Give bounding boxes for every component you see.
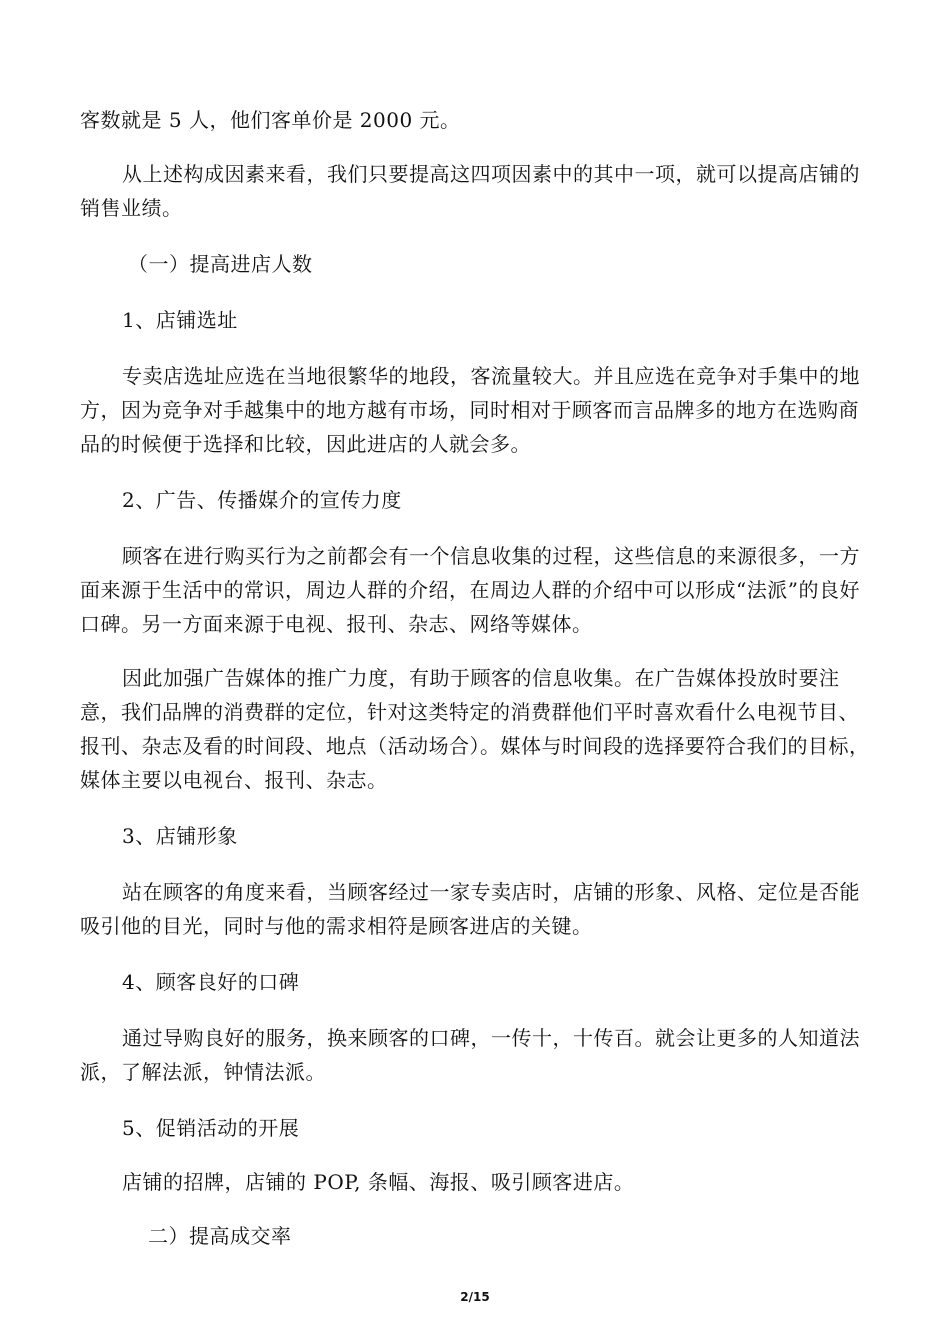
paragraph-customer-count: 客数就是 5 人，他们客单价是 2000 元。 [80,108,461,132]
paragraph-advertising-strategy: 因此加强广告媒体的推广力度，有助于顾客的信息收集。在广告媒体投放时要注意，我们品牌的消费群的定位，针对这类特定的消费群他们平时喜欢看什么电视节目、报刊、杂志及看的时间段、地点（活动场合）。媒体与时间段的选择要符合我们的目标，媒体主要以电视台、报刊、杂志。 [80,666,870,792]
section-heading-conversion-rate: 二）提高成交率 [148,1224,292,1248]
paragraph-word-of-mouth: 通过导购良好的服务，换来顾客的口碑，一传十，十传百。就会让更多的人知道法派，了解法派，钟情法派。 [80,1026,860,1084]
paragraph-information-collection: 顾客在进行购买行为之前都会有一个信息收集的过程，这些信息的来源很多，一方面来源于生活中的常识，周边人群的介绍，在周边人群的介绍中可以形成“法派”的良好口碑。另一方面来源于电视、报刊、杂志、网络等媒体。 [80,544,860,636]
paragraph-factors-summary: 从上述构成因素来看，我们只要提高这四项因素中的其中一项，就可以提高店铺的销售业绩。 [80,162,860,220]
subheading-advertising-media: 2、广告、传播媒介的宣传力度 [122,488,402,512]
subheading-store-image: 3、店铺形象 [122,824,238,848]
subheading-store-location: 1、店铺选址 [122,308,238,332]
subheading-word-of-mouth: 4、顾客良好的口碑 [122,970,300,994]
subheading-promotions: 5、促销活动的开展 [122,1116,300,1140]
paragraph-promotions: 店铺的招牌，店铺的 POP, 条幅、海报、吸引顾客进店。 [122,1170,635,1194]
paragraph-store-image: 站在顾客的角度来看，当顾客经过一家专卖店时，店铺的形象、风格、定位是否能吸引他的目光，同时与他的需求相符是顾客进店的关键。 [80,880,860,938]
page-number: 2/15 [460,1290,490,1304]
paragraph-store-location: 专卖店选址应选在当地很繁华的地段，客流量较大。并且应选在竞争对手集中的地方，因为竞争对手越集中的地方越有市场，同时相对于顾客而言品牌多的地方在选购商品的时候便于选择和比较，因此进店的人就会多。 [80,364,860,456]
document-body [80,103,870,1253]
section-heading-increase-visitors: （一）提高进店人数 [128,252,313,276]
